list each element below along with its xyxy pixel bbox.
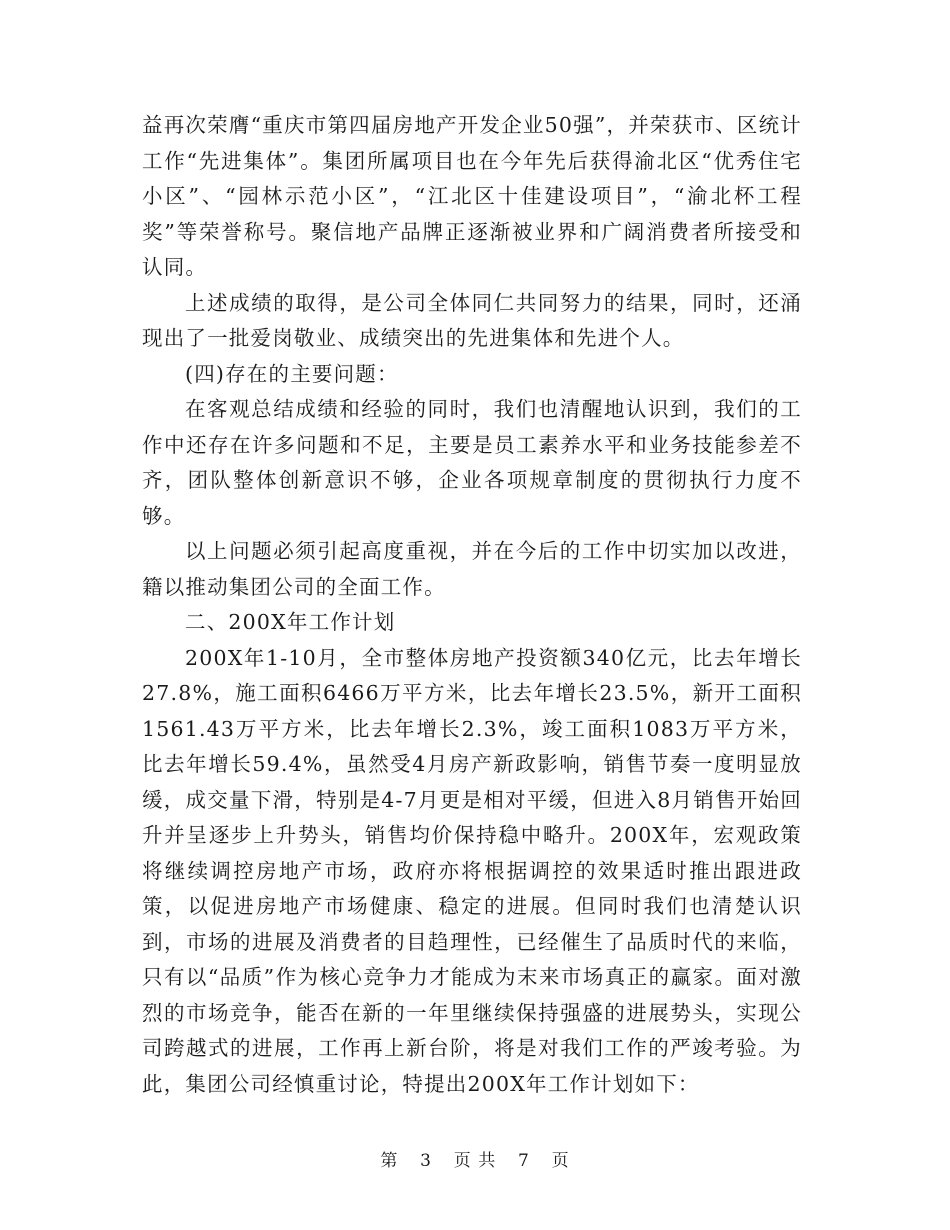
section-heading-problems: (四)存在的主要问题：: [185, 361, 399, 386]
footer-current-page: 3: [420, 1151, 432, 1171]
footer-middle: 页 共: [453, 1151, 497, 1171]
paragraph-market-analysis: 200X年1-10月，全市整体房地产投资额340亿元，比去年增长27.8%，施工面积6466万平方米，比去年增长23.5%，新开工面积1561.43万平方米，比去年增长2.3%，竣工面积1083万平方米，比去年增长59.4%，虽然受4月房产新政影响，销售节奏一度明显放缓，成交量下滑，特别是4-7月更是相对平缓，但进入8月销售开始回升并呈逐步上升势头，销售均价保持稳中略升。200X年，宏观政策将继续调控房地产市场，政府亦将根据调控的效果适时推出跟进政策，以促进房地产市场健康、稳定的进展。但同时我们也清楚认识到，市场的进展及消费者的目趋理性，已经催生了品质时代的来临，只有以“品质”作为核心竞争力才能成为末来市场真正的赢家。面对激烈的市场竞争，能否在新的一年里继续保持强盛的进展势头，实现公司跨越式的进展，工作再上新台阶，将是对我们工作的严竣考验。为此，集团公司经慎重讨论，特提出200X年工作计划如下：: [142, 645, 802, 1096]
footer-total-pages: 7: [518, 1151, 530, 1171]
paragraph-achievements: 上述成绩的取得，是公司全体同仁共同努力的结果，同时，还涌现出了一批爱岗敬业、成绩突出的先进集体和先进个人。: [142, 290, 802, 350]
paragraph-awards: 益再次荣膺“重庆市第四届房地产开发企业50强”，并荣获市、区统计工作“先进集体”。集团所属项目也在今年先后获得渝北区“优秀住宅小区”、“园林示范小区”，“江北区十佳建设项目”，“渝北杯工程奖”等荣誉称号。聚信地产品牌正逐渐被业界和广阔消费者所接受和认同。: [142, 113, 802, 279]
section-heading-work-plan: 二、200X年工作计划: [185, 610, 396, 634]
paragraph-improvement: 以上问题必须引起高度重视，并在今后的工作中切实加以改进，籍以推动集团公司的全面工作。: [142, 539, 802, 599]
page-footer: [0, 1146, 950, 1171]
footer-prefix: 第: [380, 1151, 399, 1171]
document-body: [142, 108, 802, 1102]
paragraph-problems: 在客观总结成绩和经验的同时，我们也清醒地认识到，我们的工作中还存在许多问题和不足，主要是员工素养水平和业务技能参差不齐，团队整体创新意识不够，企业各项规章制度的贯彻执行力度不够。: [142, 397, 802, 528]
footer-suffix: 页: [551, 1151, 570, 1171]
